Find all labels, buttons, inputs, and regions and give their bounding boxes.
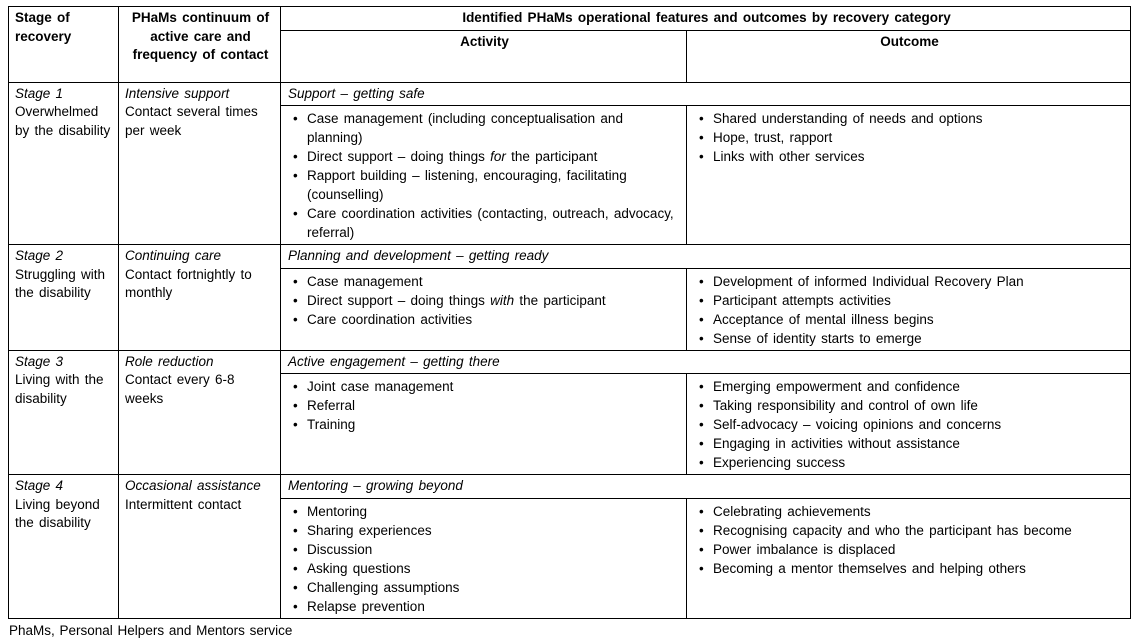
bullet-item: • Care coordination activities — [293, 310, 682, 329]
bullet-item: • Case management (including conceptualisation and planning) — [293, 109, 682, 147]
phase-heading: Mentoring – growing beyond — [281, 475, 1131, 499]
stage-label: Stage 1 — [15, 85, 64, 101]
care-desc: Contact fortnightly to monthly — [125, 266, 252, 300]
bullet-item: • Participant attempts activities — [699, 291, 1126, 310]
bullet-item: • Sense of identity starts to emerge — [699, 329, 1126, 348]
bullet-item: • Training — [293, 415, 682, 434]
bullet-item: • Shared understanding of needs and options — [699, 109, 1126, 128]
outcome-list — [693, 502, 1126, 578]
outcome-list — [693, 272, 1126, 348]
stage-cell — [9, 245, 119, 351]
bullet-item: • Challenging assumptions — [293, 578, 682, 597]
care-label: Continuing care — [125, 248, 222, 263]
bullet-item: • Direct support – doing things with the participant — [293, 291, 682, 310]
stage-cell — [9, 350, 119, 475]
bullet-item: • Rapport building – listening, encouraging, facilitating (counselling) — [293, 166, 682, 204]
table-body — [9, 82, 1131, 618]
activity-list — [287, 272, 682, 329]
care-label: Intensive support — [125, 85, 230, 101]
bullet-item: • Acceptance of mental illness begins — [699, 310, 1126, 329]
bullet-item: • Engaging in activities without assistance — [699, 434, 1126, 453]
phase-heading: Active engagement – getting there — [281, 350, 1131, 374]
stage-label: Stage 3 — [15, 353, 64, 369]
table-footnote: PhaMs, Personal Helpers and Mentors service — [9, 622, 293, 638]
stage-row-4-phase — [9, 475, 1131, 499]
phase-heading: Planning and development – getting ready — [281, 245, 1131, 269]
care-desc: Contact several times per week — [125, 104, 258, 138]
bullet-item: • Relapse prevention — [293, 597, 682, 616]
bullet-item: • Direct support – doing things for the participant — [293, 147, 682, 166]
header-phams-continuum: PHaMs continuum of active care and frequency of contact — [119, 7, 281, 83]
bullet-item: • Hope, trust, rapport — [699, 128, 1126, 147]
activity-cell — [281, 268, 687, 350]
care-cell — [119, 475, 281, 619]
bullet-item: • Emerging empowerment and confidence — [699, 377, 1126, 396]
header-identified-features: Identified PHaMs operational features and outcomes by recovery category — [281, 7, 1131, 31]
activity-list — [287, 377, 682, 434]
stage-row-3-phase — [9, 350, 1131, 374]
header-stage-of-recovery: Stage of recovery — [9, 7, 119, 83]
stage-desc: Struggling with the disability — [15, 266, 106, 300]
header-outcome: Outcome — [687, 30, 1131, 82]
stage-label: Stage 2 — [15, 248, 64, 263]
stage-row-2-phase — [9, 245, 1131, 269]
outcome-cell — [687, 106, 1131, 245]
bullet-item: • Referral — [293, 396, 682, 415]
bullet-item: • Power imbalance is displaced — [699, 540, 1126, 559]
bullet-item: • Becoming a mentor themselves and helping others — [699, 559, 1126, 578]
bullet-item: • Recognising capacity and who the participant has become — [699, 521, 1126, 540]
bullet-item: • Joint case management — [293, 377, 682, 396]
activity-cell — [281, 498, 687, 618]
bullet-item: • Discussion — [293, 540, 682, 559]
care-cell — [119, 350, 281, 475]
outcome-cell — [687, 498, 1131, 618]
care-label: Role reduction — [125, 353, 214, 369]
care-desc: Intermittent contact — [125, 496, 242, 512]
stage-desc: Overwhelmed by the disability — [15, 104, 111, 138]
bullet-item: • Development of informed Individual Recovery Plan — [699, 272, 1126, 291]
bullet-item: • Sharing experiences — [293, 521, 682, 540]
bullet-item: • Taking responsibility and control of own life — [699, 396, 1126, 415]
outcome-list — [693, 377, 1126, 472]
bullet-item: • Experiencing success — [699, 453, 1126, 472]
stage-cell — [9, 475, 119, 619]
bullet-item: • Asking questions — [293, 559, 682, 578]
stage-desc: Living beyond the disability — [15, 496, 100, 530]
phase-heading: Support – getting safe — [281, 82, 1131, 106]
stage-desc: Living with the disability — [15, 372, 104, 406]
activity-list — [287, 502, 682, 616]
activity-cell — [281, 106, 687, 245]
care-label: Occasional assistance — [125, 478, 261, 493]
care-cell — [119, 82, 281, 245]
stage-label: Stage 4 — [15, 478, 64, 493]
bullet-item: • Self-advocacy – voicing opinions and concerns — [699, 415, 1126, 434]
outcome-cell — [687, 268, 1131, 350]
bullet-item: • Links with other services — [699, 147, 1126, 166]
outcome-cell — [687, 374, 1131, 475]
recovery-table — [8, 6, 1131, 619]
care-desc: Contact every 6-8 weeks — [125, 372, 235, 406]
care-cell — [119, 245, 281, 351]
stage-row-1-phase — [9, 82, 1131, 106]
activity-list — [287, 109, 682, 242]
stage-cell — [9, 82, 119, 245]
activity-cell — [281, 374, 687, 475]
bullet-item: • Celebrating achievements — [699, 502, 1126, 521]
bullet-item: • Case management — [293, 272, 682, 291]
header-activity: Activity — [281, 30, 687, 82]
header-row-top — [9, 7, 1131, 31]
outcome-list — [693, 109, 1126, 166]
bullet-item: • Care coordination activities (contacting, outreach, advocacy, referral) — [293, 204, 682, 242]
bullet-item: • Mentoring — [293, 502, 682, 521]
